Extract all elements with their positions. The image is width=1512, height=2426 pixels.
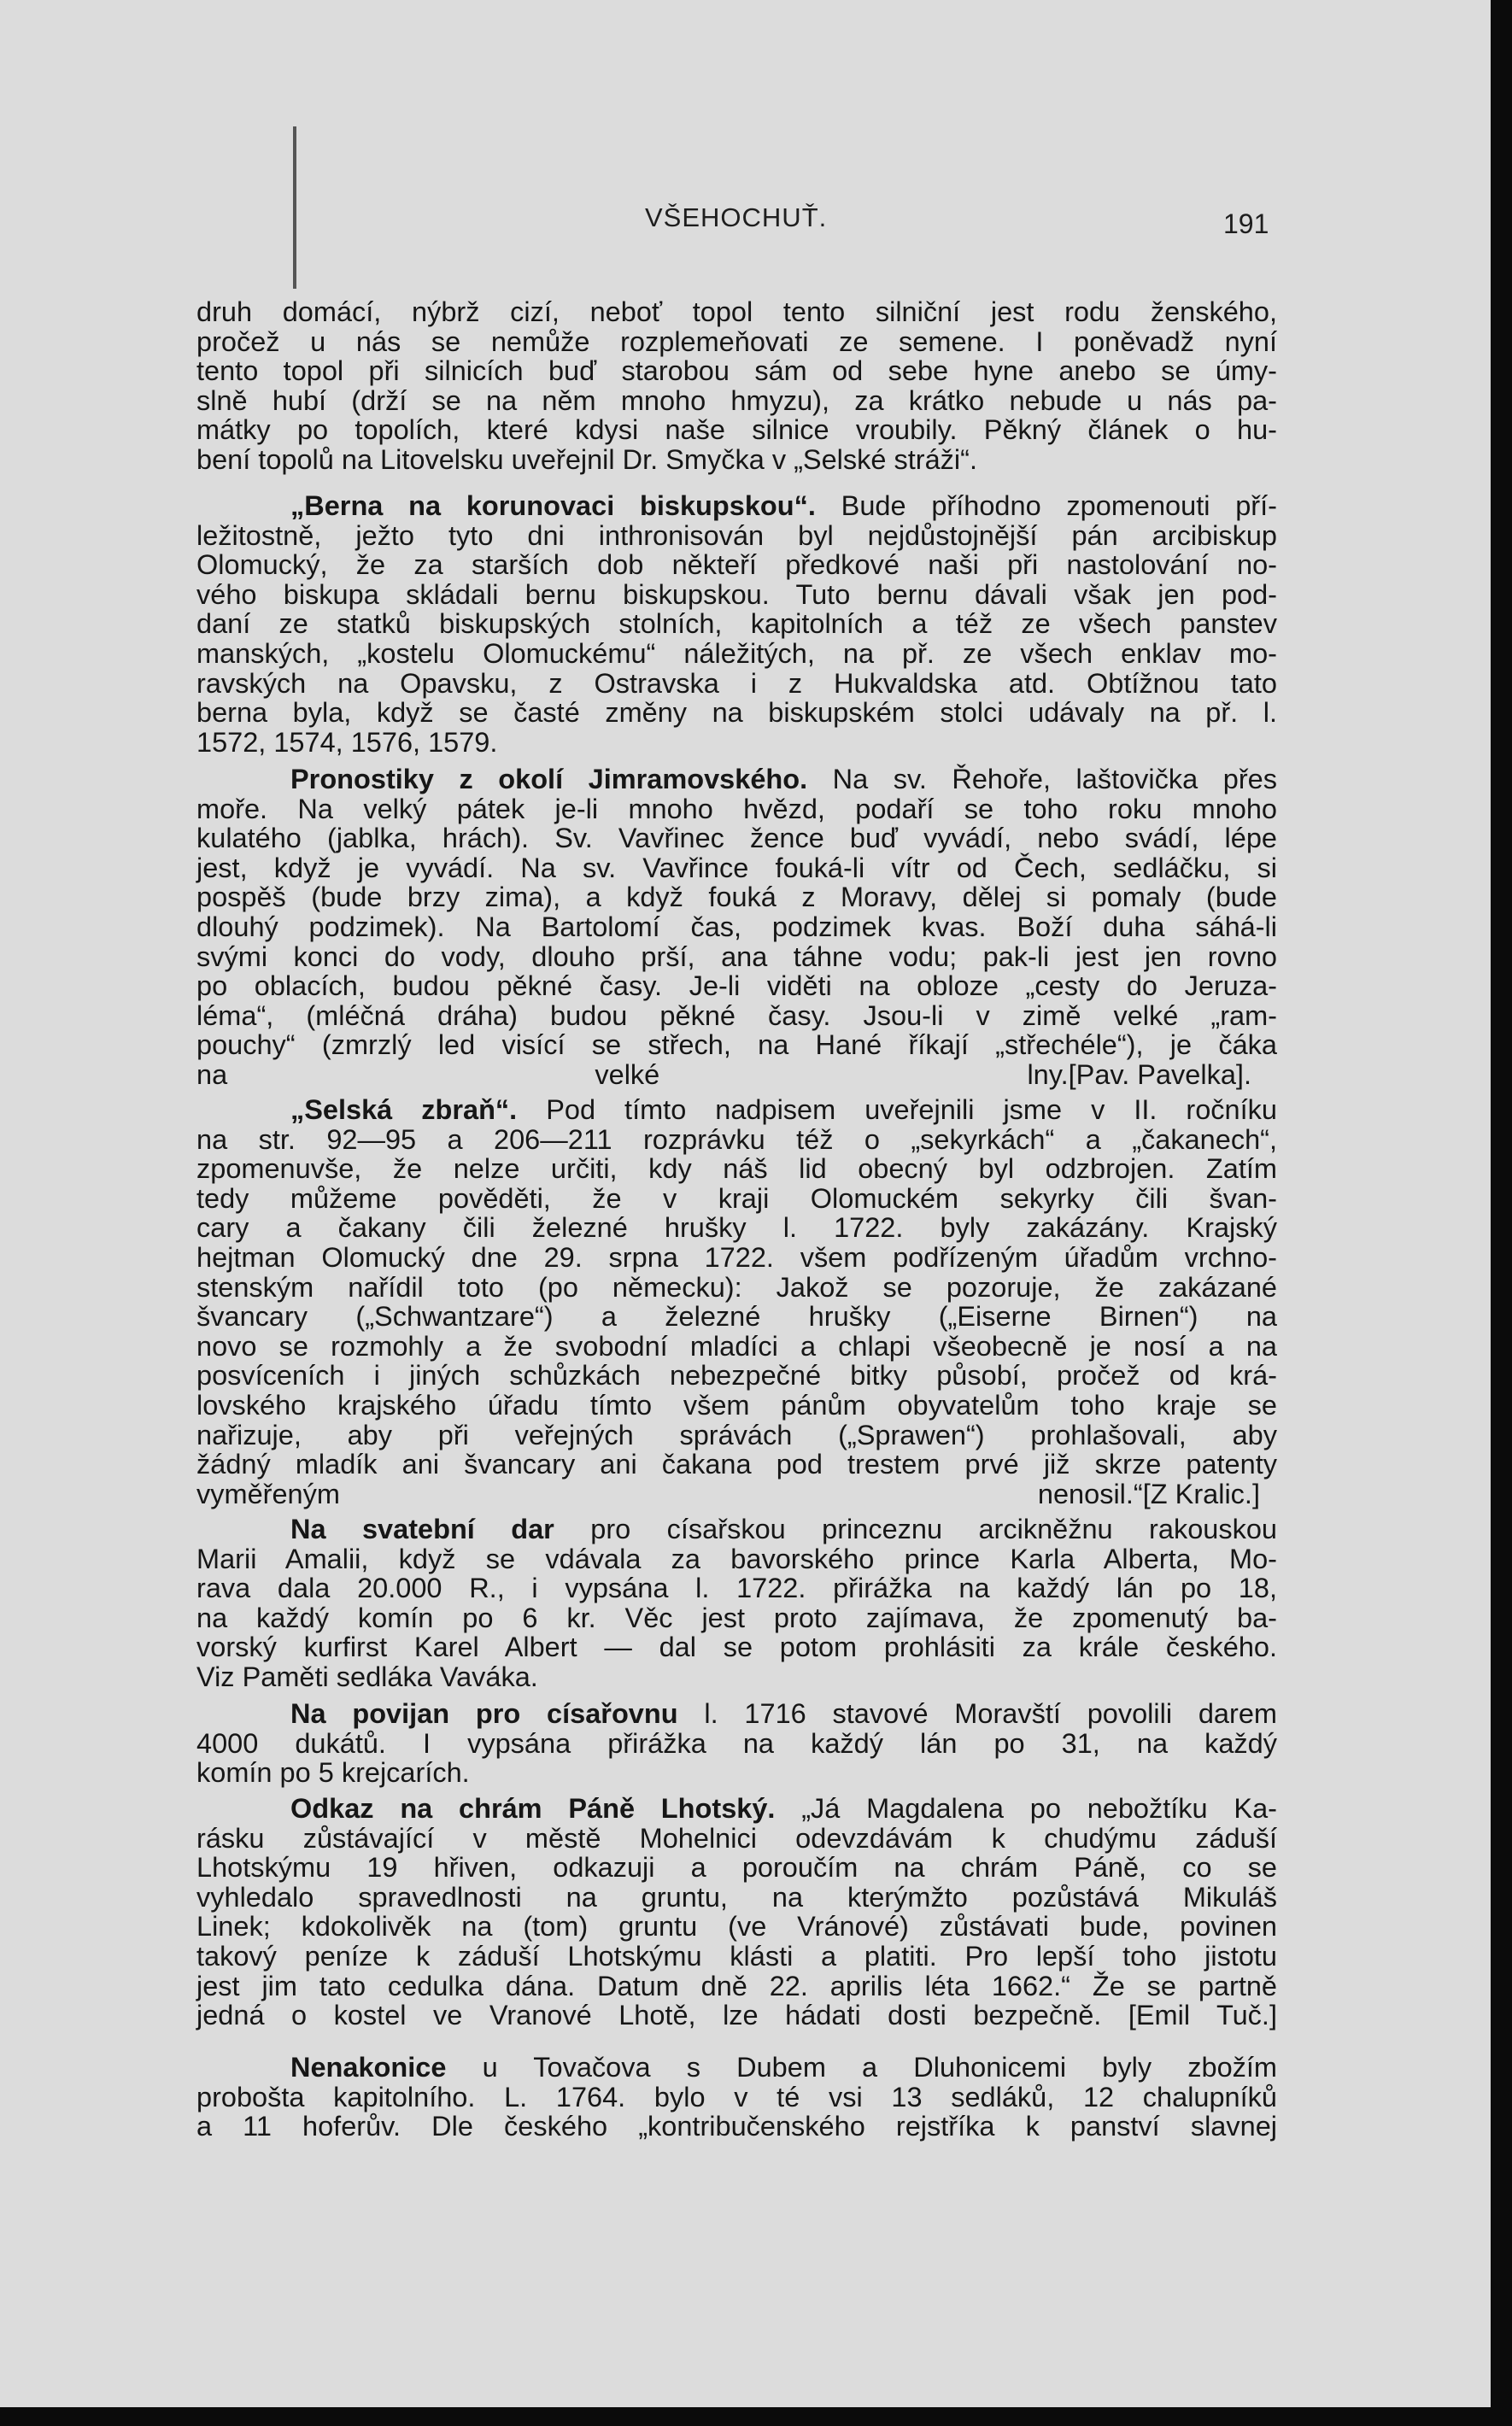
- text-line: jest jim tato cedulka dána. Datum dně 22. aprilis léta 1662.“ Že se partně: [196, 1970, 1277, 2001]
- paragraph-svatebni-dar: [196, 1515, 1277, 1692]
- text-line: pročež u nás se nemůže rozplemeňovati ze semene. I poněvadž nyní: [196, 325, 1277, 357]
- author-signature: [Z Kralic.]: [1142, 1478, 1260, 1509]
- text-line: [196, 1794, 1277, 1824]
- text-line: na každý komín po 6 kr. Věc jest proto zajímava, že zpomenutý ba-: [196, 1602, 1277, 1633]
- text-line: dlouhý podzimek). Na Bartolomí čas, podzimek kvas. Boží duha sáhá-li: [196, 911, 1277, 942]
- paragraph-nenakonice: [196, 2053, 1277, 2142]
- text-line: novo se rozmohly a že svobodní mladíci a chlapi všeobecně je nosí a na: [196, 1330, 1277, 1362]
- text-line: komín po 5 krejcarích.: [196, 1757, 470, 1789]
- line-text: na velké lny.: [196, 1058, 1069, 1090]
- text-line: Linek; kdokolivěk na (tom) gruntu (ve Vránové) zůstávati bude, povinen: [196, 1911, 1277, 1943]
- text-line: svými konci do vody, dlouho prší, ana táhne vodu; pak-li jest jen rovno: [196, 941, 1277, 972]
- text-line: [196, 1515, 1277, 1544]
- text-line: hejtman Olomucký dne 29. srpna 1722. všem podřízeným úřadům vrchno-: [196, 1241, 1277, 1273]
- section-heading: Pronostiky z okolí Jimramovského.: [290, 764, 808, 794]
- section-heading: Na povijan pro císařovnu: [290, 1698, 678, 1729]
- text-line: žádný mladík ani švancary ani čakana pod trestem prvé již skrze patenty: [196, 1449, 1277, 1480]
- author-signature: [Pav. Pavelka].: [1068, 1058, 1251, 1090]
- text-line: stenským nařídil toto (po německu): Jakož se pozoruje, že zakázané: [196, 1271, 1277, 1303]
- text-line: [196, 1095, 1277, 1125]
- section-heading: Na svatební dar: [290, 1514, 554, 1544]
- text-line: jest, když je vyvádí. Na sv. Vavřince fouká-li vítr od Čech, sedláčku, si: [196, 852, 1277, 883]
- paragraph-topol: [196, 297, 1277, 475]
- text-line: tedy můžeme pověděti, že v kraji Olomuckém sekyrky čili švan-: [196, 1182, 1277, 1214]
- text-line: ležitostně, ježto tyto dni inthronisován byl nejdůstojnější pán arcibiskup: [196, 519, 1277, 551]
- text-line: vorský kurfirst Karel Albert — dal se potom prohlásiti za krále českého.: [196, 1632, 1277, 1663]
- text-line: bení topolů na Litovelsku uveřejnil Dr. Smyčka v „Selské stráži“.: [196, 443, 977, 475]
- text-line: druh domácí, nýbrž cizí, neboť topol tento silniční jest rodu ženského,: [196, 296, 1277, 327]
- line-text: vyměřeným nenosil.“: [196, 1478, 1143, 1509]
- paragraph-pronostiky: [196, 765, 1277, 1090]
- line-text: Na sv. Řehoře, laštovička přes: [807, 764, 1277, 794]
- paragraph-berna: [196, 491, 1277, 757]
- text-line: moře. Na velký pátek je-li mnoho hvězd, podaří se toho roku mnoho: [196, 793, 1277, 824]
- text-line: 4000 dukátů. I vypsána přirážka na každý lán po 31, na každý: [196, 1727, 1277, 1759]
- text-line: slně hubí (drží se na něm mnoho hmyzu), za krátko nebude u nás pa-: [196, 384, 1277, 416]
- line-text: Pod tímto nadpisem uveřejnili jsme v II. ročníku: [517, 1094, 1277, 1125]
- text-line: Lhotskýmu 19 hřiven, odkazuji a poroučím na chrám Páně, co se: [196, 1852, 1277, 1884]
- line-text: Bude příhodno zpomenouti pří-: [815, 490, 1277, 521]
- text-line: švancary („Schwantzare“) a železné hrušky („Eiserne Birnen“) na: [196, 1301, 1277, 1333]
- text-line: ravských na Opavsku, z Ostravska i z Hukvaldska atd. Obtížnou tato: [196, 667, 1277, 699]
- text-line: po oblacích, budou pěkné časy. Je-li viděti na obloze „cesty do Jeruza-: [196, 970, 1277, 1002]
- page-number: 191: [1223, 208, 1269, 239]
- text-line: lovského krajského úřadu tímto všem pánům obyvatelům toho kraje se: [196, 1389, 1277, 1421]
- text-line: pospěš (bude brzy zima), a když fouká z Moravy, dělej si pomaly (bude: [196, 882, 1277, 913]
- text-line: [196, 1480, 1277, 1509]
- text-line: Olomucký, že za starších dob někteří předkové naši při nastolování no-: [196, 549, 1277, 581]
- text-line: pouchy“ (zmrzlý led visící se střech, na Hané říkají „střechéle“), je čáka: [196, 1029, 1277, 1061]
- line-text: u Tovačova s Dubem a Dluhonicemi byly zbožím: [446, 2052, 1277, 2083]
- text-line: [196, 2053, 1277, 2083]
- text-line: Marii Amalii, když se vdávala za bavorského prince Karla Alberta, Mo-: [196, 1543, 1277, 1574]
- text-line: [196, 491, 1277, 521]
- text-line: zpomenuvše, že nelze určiti, kdy náš lid obecný byl odzbrojen. Zatím: [196, 1153, 1277, 1185]
- text-line: vého biskupa skládali bernu biskupskou. Tuto bernu dávali však jen pod-: [196, 578, 1277, 610]
- text-line: na str. 92—95 a 206—211 rozprávku též o „sekyrkách“ a „čakanech“,: [196, 1123, 1277, 1155]
- line-text: pro císařskou princeznu arcikněžnu rakouskou: [554, 1514, 1278, 1544]
- text-line: berna byla, když se časté změny na biskupském stolci udávaly na př. l.: [196, 697, 1277, 729]
- line-text: „Já Magdalena po nebožtíku Ka-: [775, 1793, 1277, 1824]
- text-line: cary a čakany čili železné hrušky l. 1722. byly zakázány. Krajský: [196, 1212, 1277, 1244]
- paragraph-selska-zbran: [196, 1095, 1277, 1509]
- text-line: Viz Paměti sedláka Vaváka.: [196, 1661, 538, 1692]
- text-line: [196, 765, 1277, 794]
- text-line: posvíceních i jiných schůzkách nebezpečné bitky působí, pročež od krá-: [196, 1360, 1277, 1392]
- text-line: a 11 hoferův. Dle českého „kontribučenského rejstříka k panství slavnej: [196, 2111, 1277, 2142]
- text-line: léma“, (mléčná dráha) budou pěkné časy. Jsou-li v zimě velké „ram-: [196, 999, 1277, 1031]
- text-line: 1572, 1574, 1576, 1579.: [196, 726, 498, 758]
- paragraph-odkaz: [196, 1794, 1277, 2030]
- running-header: VŠEHOCHUŤ.: [645, 202, 828, 232]
- section-heading: „Selská zbraň“.: [290, 1094, 518, 1125]
- text-line: jedná o kostel ve Vranové Lhotě, lze hádati dosti bezpečně. [Emil Tuč.]: [196, 2000, 1277, 2031]
- text-line: rásku zůstávající v městě Mohelnici odevzdávám k chudýmu záduší: [196, 1822, 1277, 1854]
- text-line: rava dala 20.000 R., i vypsána l. 1722. přirážka na každý lán po 18,: [196, 1573, 1277, 1604]
- section-heading: Odkaz na chrám Páně Lhotský.: [290, 1793, 776, 1824]
- text-line: nařizuje, aby při veřejných správách („Sprawen“) prohlašovali, aby: [196, 1419, 1277, 1450]
- text-line: mátky po topolích, které kdysi naše silnice vroubily. Pěkný článek o hu-: [196, 414, 1277, 446]
- text-line: vyhledalo spravedlnosti na gruntu, na kterýmžto pozůstává Mikuláš: [196, 1881, 1277, 1913]
- text-line: manských, „kostelu Olomuckému“ náležitých, na př. ze všech enklav mo-: [196, 637, 1277, 669]
- text-line: proboštа kapitolního. L. 1764. bylo v té vsi 13 sedláků, 12 chalupníků: [196, 2081, 1277, 2112]
- text-line: [196, 1060, 1277, 1090]
- text-line: daní ze statků biskupských stolních, kapitolních a též ze všech panstev: [196, 608, 1277, 640]
- section-heading: Nenakonice: [290, 2052, 447, 2083]
- text-line: [196, 1699, 1277, 1729]
- line-text: l. 1716 stavové Moravští povolili darem: [677, 1698, 1277, 1729]
- section-heading: „Berna na korunovaci biskupskou“.: [290, 490, 816, 521]
- text-line: kulatého (jablka, hrách). Sv. Vavřinec žence buď vyvádí, nebo svádí, lépe: [196, 823, 1277, 854]
- text-line: takový peníze k záduší Lhotskýmu klásti a platiti. Pro lepší toho jistotu: [196, 1940, 1277, 1972]
- text-line: tento topol při silnicích buď starobou sám od sebe hyne anebo se úmy-: [196, 355, 1277, 387]
- paragraph-povijan: [196, 1699, 1277, 1788]
- gutter-mark: [293, 126, 296, 289]
